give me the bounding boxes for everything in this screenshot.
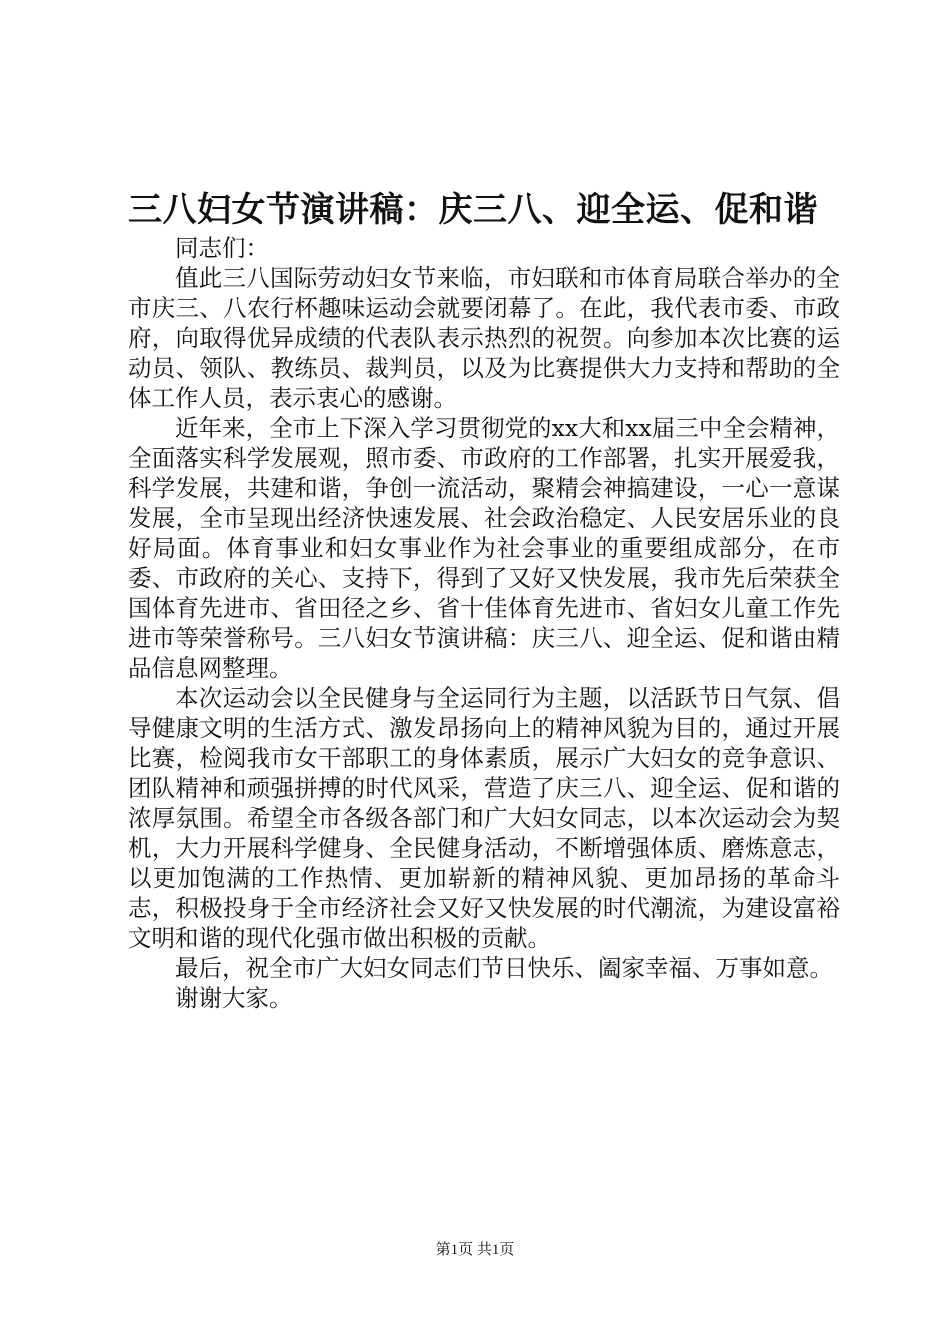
document-title: 三八妇女节演讲稿：庆三八、迎全运、促和谐 — [128, 190, 818, 230]
wishes-paragraph: 最后，祝全市广大妇女同志们节日快乐、阖家幸福、万事如意。 — [175, 954, 833, 982]
opening-paragraph: 值此三八国际劳动妇女节来临，市妇联和市体育局联合举办的全市庆三、八农行杯趣味运动会就要闭幕了。在此，我代表市委、市政府，向取得优异成绩的代表队表示热烈的祝贺。向参加本次比赛的运动员、领队、教练员、裁判员，以及为比赛提供大力支持和帮助的全体工作人员，表示衷心的感谢。 — [128, 264, 840, 412]
page-footer: 第1页 共1页 — [435, 1242, 515, 1258]
event-theme-paragraph: 本次运动会以全民健身与全运同行为主题，以活跃节日气氛、倡导健康文明的生活方式、激发昂扬向上的精神风貌为目的，通过开展比赛，检阅我市女干部职工的身体素质，展示广大妇女的竞争意识、团队精神和顽强拼搏的时代风采，营造了庆三八、迎全运、促和谐的浓厚氛围。希望全市各级各部门和广大妇女同志，以本次运动会为契机，大力开展科学健身、全民健身活动，不断增强体质、磨炼意志，以更加饱满的工作热情、更加崭新的精神风貌、更加昂扬的革命斗志，积极投身于全市经济社会又好又快发展的时代潮流，为建设富裕文明和谐的现代化强市做出积极的贡献。 — [128, 684, 840, 952]
document-body — [128, 233, 840, 1013]
closing-paragraph: 谢谢大家。 — [175, 984, 293, 1012]
achievements-paragraph: 近年来，全市上下深入学习贯彻党的xx大和xx届三中全会精神，全面落实科学发展观，照市委、市政府的工作部署，扎实开展爱我，科学发展，共建和谐，争创一流活动，聚精会神搞建设，一心一意谋发展，全市呈现出经济快速发展、社会政治稳定、人民安居乐业的良好局面。体育事业和妇女事业作为社会事业的重要组成部分，在市委、市政府的关心、支持下，得到了又好又快发展，我市先后荣获全国体育先进市、省田径之乡、省十佳体育先进市、省妇女儿童工作先进市等荣誉称号。三八妇女节演讲稿：庆三八、迎全运、促和谐由精品信息网整理。 — [128, 414, 840, 682]
salutation-paragraph: 同志们： — [175, 234, 269, 262]
